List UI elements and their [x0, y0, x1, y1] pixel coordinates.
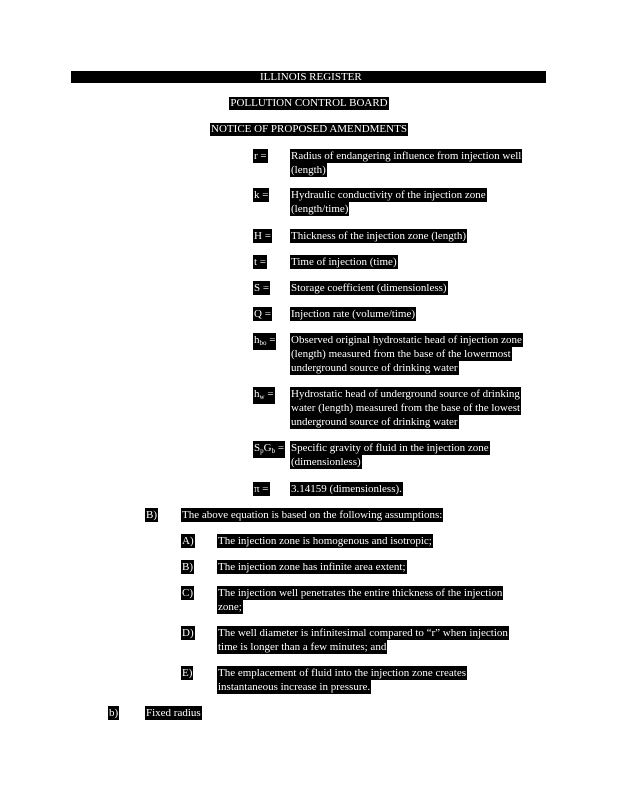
assumption-text-b: The injection zone has infinite area extent; [218, 561, 406, 573]
def-text-s: Storage coefficient (dimensionless) [291, 282, 447, 294]
def-text-q: Injection rate (volume/time) [291, 308, 416, 320]
def-symbol-pi: π = [254, 483, 269, 495]
assumption-text-d: The well diameter is infinitesimal compared to “r” when injection time is longer than a few minutes; and [218, 627, 508, 653]
def-text-hw: Hydrostatic head of underground source of drinking water (length) measured from the base of the lowest underground source of drinking water [291, 388, 521, 428]
assumption-label-a: A) [182, 535, 194, 547]
assumption-text-c: The injection well penetrates the entire thickness of the injection zone; [218, 587, 503, 613]
def-symbol-h: H = [254, 230, 271, 242]
assumption-label-c: C) [182, 587, 193, 599]
assumption-label-e: E) [182, 667, 193, 679]
def-symbol-hbo: $h_{bo}$ = [253, 333, 276, 350]
def-symbol-s: S = [254, 282, 270, 294]
item-lower-b-text: Fixed radius [146, 707, 201, 719]
item-b-label: B) [146, 509, 157, 521]
def-symbol-hw: $h_w$ = [253, 387, 275, 404]
def-symbol-t: t = [254, 256, 267, 268]
def-symbol-q: Q = [254, 308, 271, 320]
register-title: ILLINOIS REGISTER [260, 71, 362, 83]
assumption-text-a: The injection zone is homogenous and isotropic; [218, 535, 432, 547]
assumption-label-d: D) [182, 627, 194, 639]
def-text-h: Thickness of the injection zone (length) [291, 230, 467, 242]
item-b-text: The above equation is based on the following assumptions: [182, 509, 443, 521]
def-text-spgb: Specific gravity of fluid in the injection zone (dimensionless) [291, 442, 489, 468]
def-symbol-spgb: $S_pG_b$ = [253, 441, 285, 458]
def-text-k: Hydraulic conductivity of the injection zone (length/time) [291, 189, 486, 215]
header-bar [71, 71, 546, 83]
assumption-label-b: B) [182, 561, 193, 573]
def-symbol-k: k = [254, 189, 269, 201]
def-text-hbo: Observed original hydrostatic head of injection zone (length) measured from the base of the lowermost underground source of drinking water [291, 334, 522, 374]
assumption-text-e: The emplacement of fluid into the injection zone creates instantaneous increase in pressure. [218, 667, 467, 693]
board-title: POLLUTION CONTROL BOARD [230, 97, 388, 109]
def-text-pi: 3.14159 (dimensionless). [291, 483, 402, 495]
item-lower-b-label: b) [109, 707, 119, 719]
def-symbol-r: r = [254, 150, 267, 162]
def-text-t: Time of injection (time) [291, 256, 397, 268]
notice-title: NOTICE OF PROPOSED AMENDMENTS [211, 123, 407, 135]
def-text-r: Radius of endangering influence from injection well (length) [291, 150, 522, 176]
